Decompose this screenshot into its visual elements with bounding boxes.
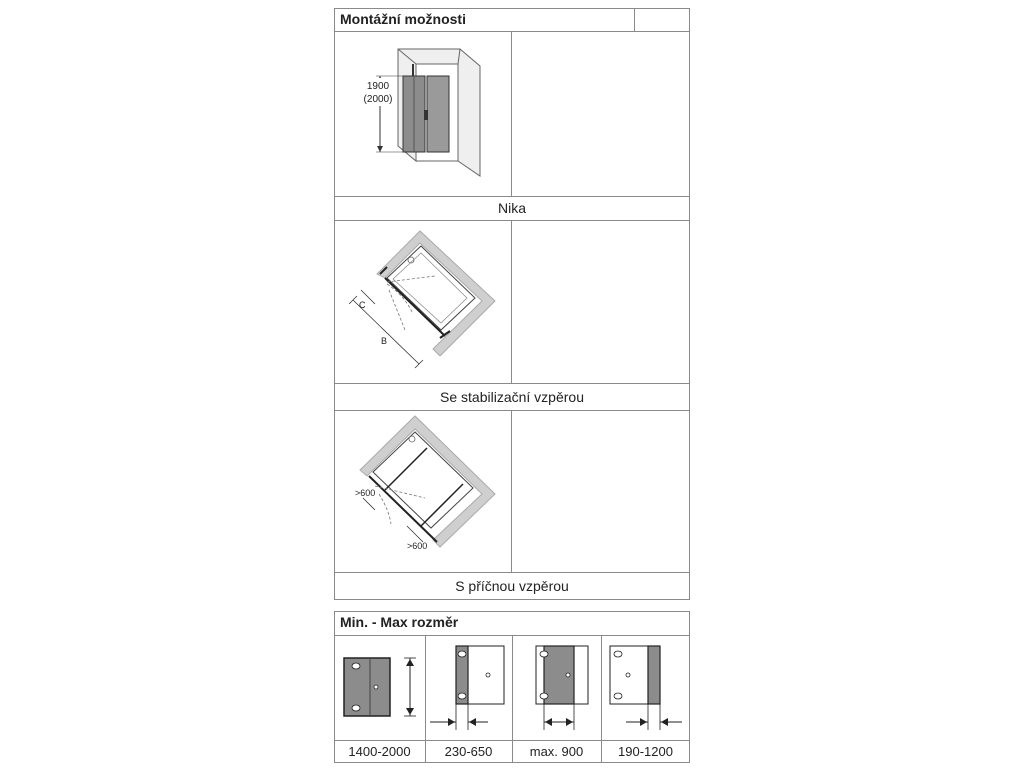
row2-divider bbox=[511, 220, 512, 384]
row1-divider bbox=[511, 31, 512, 197]
dimension-door-diagram bbox=[516, 644, 598, 734]
height-label-alt: (2000) bbox=[363, 94, 393, 105]
mounting-options-title: Montážní možnosti bbox=[340, 11, 466, 27]
row2-bottom-line bbox=[334, 410, 690, 411]
dimension-fixed-panel-diagram bbox=[428, 644, 510, 734]
row1-caption-line bbox=[334, 196, 690, 197]
min-distance-label-2: >600 bbox=[407, 541, 428, 551]
header-divider bbox=[634, 8, 635, 32]
option-caption-nika: Nika bbox=[497, 200, 526, 216]
dimension-side-panel-diagram bbox=[606, 644, 688, 734]
dimension-b-label: B bbox=[381, 336, 388, 346]
row2-caption-line bbox=[334, 383, 690, 384]
min-distance-label-1: >600 bbox=[355, 488, 376, 498]
dimension-label-height: 1400-2000 bbox=[348, 744, 411, 759]
dimension-height-diagram bbox=[340, 652, 420, 722]
dimension-label-fixed-panel: 230-650 bbox=[444, 744, 493, 759]
row3-caption-line bbox=[334, 572, 690, 573]
header-bottom-line bbox=[334, 31, 690, 32]
row1-bottom-line bbox=[334, 220, 690, 221]
dimensions-title: Min. - Max rozměr bbox=[340, 614, 459, 630]
option-caption-cross-bar: S příčnou vzpěrou bbox=[455, 578, 569, 594]
cross-bar-mount-illustration bbox=[345, 414, 505, 564]
height-label: 1900 bbox=[366, 81, 390, 92]
niche-mount-illustration bbox=[360, 36, 500, 186]
option-caption-stabilizer: Se stabilizační vzpěrou bbox=[440, 389, 584, 405]
dimension-c-label: C bbox=[359, 300, 366, 310]
row3-divider bbox=[511, 410, 512, 573]
stabilizer-mount-illustration bbox=[345, 226, 505, 376]
dimension-label-side-panel: 190-1200 bbox=[618, 744, 673, 759]
dimension-label-door: max. 900 bbox=[529, 744, 584, 759]
